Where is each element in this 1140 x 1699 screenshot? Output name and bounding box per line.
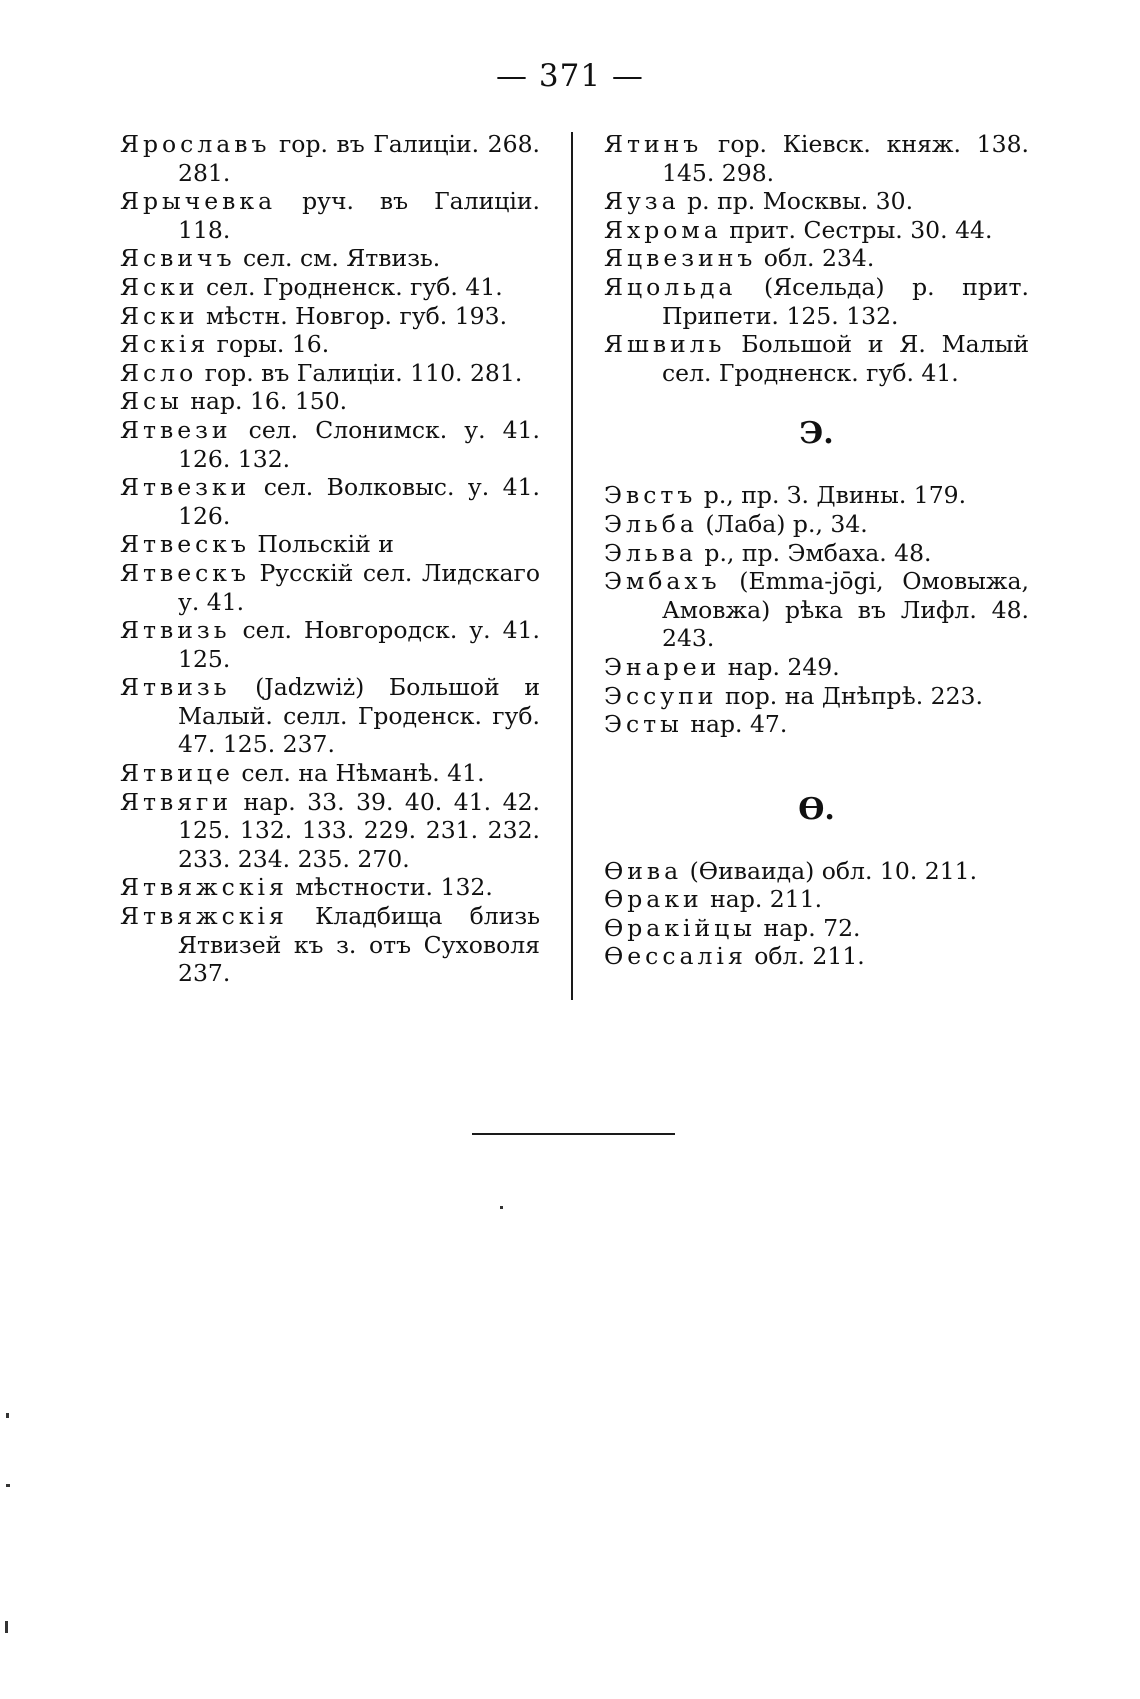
entry-headword: Ятвескъ	[120, 530, 250, 559]
entry-text: (Ѳиваида) обл. 10. 211.	[682, 856, 978, 885]
index-entry	[120, 530, 540, 559]
index-entry	[120, 387, 540, 416]
page-number: — 371 —	[496, 58, 644, 94]
entry-text: пор. на Днѣпрѣ. 223.	[717, 681, 983, 710]
entry-text: р. пр. Москвы. 30.	[679, 187, 914, 216]
entry-headword: Яски	[120, 301, 199, 330]
index-entry	[604, 885, 1029, 914]
entry-text: гор. Кіевск. княж. 138. 145. 298.	[662, 130, 1029, 187]
entry-headword: Ятвези	[120, 415, 232, 444]
entry-text: р., пр. З. Двины. 179.	[696, 481, 967, 510]
entry-headword: Яхрома	[604, 215, 722, 244]
entry-text: сел. Слонимск. у. 41. 126. 132.	[178, 415, 540, 473]
entry-text: прит. Сестры. 30. 44.	[721, 215, 993, 244]
entry-text: нар. 33. 39. 40. 41. 42. 125. 132. 133. 229. 231. 232. 233. 234. 235. 270.	[178, 787, 540, 873]
index-entry	[120, 473, 540, 530]
entry-text: обл. 211.	[746, 942, 865, 971]
index-entry	[120, 788, 540, 874]
index-entry	[604, 510, 1029, 539]
column-divider	[571, 132, 573, 1000]
end-rule	[472, 1133, 675, 1135]
entry-headword: Эсты	[604, 710, 683, 739]
entry-headword: Ятвизь	[120, 616, 231, 645]
entry-text: Кладбища близь Ятвизей къ з. отъ Суховоля 237.	[178, 902, 540, 988]
entry-text: Большой и Я. Малый сел. Гродненск. губ. 41.	[662, 330, 1029, 387]
index-entry	[604, 216, 1029, 245]
entry-headword: Эвстъ	[604, 481, 697, 510]
scan-speck	[6, 1484, 10, 1487]
entry-headword: Ѳессалія	[604, 942, 747, 971]
entry-text: сел. см. Ятвизь.	[235, 244, 441, 273]
entries-fita	[604, 857, 1029, 971]
scan-speck	[500, 1206, 503, 1209]
index-entry	[604, 130, 1029, 187]
entry-headword: Ѳива	[604, 856, 683, 885]
entry-text: Польскій и	[249, 530, 394, 559]
entry-text: нар. 249.	[720, 652, 840, 681]
entry-headword: Ятинъ	[604, 130, 703, 158]
entry-headword: Энареи	[604, 652, 721, 681]
entry-headword: Яскія	[120, 330, 210, 359]
index-entry	[604, 857, 1029, 886]
entry-text: гор. въ Галиціи. 268. 281.	[178, 130, 540, 187]
entry-text: мѣстн. Новгор. губ. 193.	[198, 301, 508, 330]
entry-headword: Эльба	[604, 509, 698, 538]
index-entry	[604, 244, 1029, 273]
entry-headword: Ярычевка	[120, 187, 277, 216]
entry-text: (Jadzwiż) Большой и Малый. селл. Гроденск. губ. 47. 125. 237.	[178, 673, 540, 759]
entry-text: обл. 234.	[756, 244, 875, 273]
entry-text: мѣстности. 132.	[287, 873, 493, 902]
entry-headword: Ярославъ	[120, 130, 271, 158]
entry-headword: Яски	[120, 272, 199, 301]
index-entry	[604, 481, 1029, 510]
index-entry	[604, 187, 1029, 216]
entry-text: (Emma-jōgi, Омовыжа, Амовжа) рѣка въ Лифл. 48. 243.	[662, 567, 1029, 653]
index-entry	[604, 273, 1029, 330]
index-column-left	[120, 130, 540, 988]
index-entry	[120, 759, 540, 788]
index-entry	[120, 273, 540, 302]
entry-text: сел. на Нѣманѣ. 41.	[233, 759, 485, 788]
index-entry	[604, 653, 1029, 682]
entry-text: нар. 72.	[756, 913, 861, 942]
entry-headword: Ятвескъ	[120, 558, 250, 587]
index-entry	[604, 710, 1029, 739]
entry-headword: Ясы	[120, 387, 183, 416]
entry-headword: Яцвезинъ	[604, 244, 757, 273]
entry-headword: Ѳракійцы	[604, 913, 757, 942]
entry-text: сел. Гродненск. губ. 41.	[198, 272, 503, 301]
section-heading-fita: Ѳ.	[798, 791, 835, 827]
entry-headword: Яцольда	[604, 272, 737, 301]
index-entry	[120, 244, 540, 273]
index-entry	[120, 416, 540, 473]
entry-text: (Ясельда) р. прит. Припети. 125. 132.	[662, 272, 1029, 330]
entry-headword: Ятвезки	[120, 473, 251, 502]
entries-ya-continued	[604, 130, 1029, 387]
entry-text: руч. въ Галиціи. 118.	[178, 187, 540, 244]
entry-text: (Лаба) р., 34.	[697, 509, 868, 538]
entry-text: нар. 47.	[682, 710, 788, 739]
scan-speck	[6, 1413, 9, 1418]
entry-headword: Ятвяжскія	[120, 873, 288, 902]
entry-headword: Эмбахъ	[604, 567, 721, 596]
entry-text: сел. Новгородск. у. 41. 125.	[178, 616, 540, 673]
index-entry	[604, 914, 1029, 943]
entry-headword: Ѳраки	[604, 885, 703, 914]
entry-headword: Ятвизь	[120, 673, 231, 702]
index-column-right	[604, 130, 1029, 971]
entry-text: сел. Волковыс. у. 41. 126.	[178, 473, 540, 530]
index-entry	[120, 616, 540, 673]
entry-text: гор. въ Галиціи. 110. 281.	[197, 358, 523, 387]
entry-text: нар. 16. 150.	[182, 387, 348, 416]
index-entry	[120, 902, 540, 988]
index-entry	[120, 130, 540, 187]
entry-text: Русскій сел. Лидскаго у. 41.	[178, 558, 540, 616]
index-entry	[604, 539, 1029, 568]
index-entry	[120, 559, 540, 616]
entry-text: горы. 16.	[209, 330, 330, 359]
scan-speck	[5, 1621, 8, 1633]
section-heading-e: Э.	[799, 416, 834, 452]
index-entry	[120, 302, 540, 331]
index-entry	[120, 673, 540, 759]
index-entry	[604, 567, 1029, 653]
index-entry	[604, 330, 1029, 387]
entry-headword: Эссупи	[604, 681, 718, 710]
entry-headword: Ясвичъ	[120, 244, 236, 273]
entry-headword: Яшвиль	[604, 330, 726, 359]
index-entry	[120, 187, 540, 244]
entry-headword: Ясло	[120, 358, 198, 387]
entry-text: р., пр. Эмбаха. 48.	[696, 538, 932, 567]
entry-headword: Яуза	[604, 187, 680, 216]
entries-e	[604, 481, 1029, 738]
index-entry	[604, 942, 1029, 971]
index-entry	[604, 682, 1029, 711]
entry-headword: Ятвице	[120, 759, 234, 788]
entry-headword: Эльва	[604, 538, 697, 567]
index-entry	[120, 359, 540, 388]
entry-headword: Ятвяжскія	[120, 902, 288, 931]
entry-headword: Ятвяги	[120, 787, 233, 816]
index-entry	[120, 330, 540, 359]
index-entry	[120, 873, 540, 902]
entry-text: нар. 211.	[702, 885, 823, 914]
